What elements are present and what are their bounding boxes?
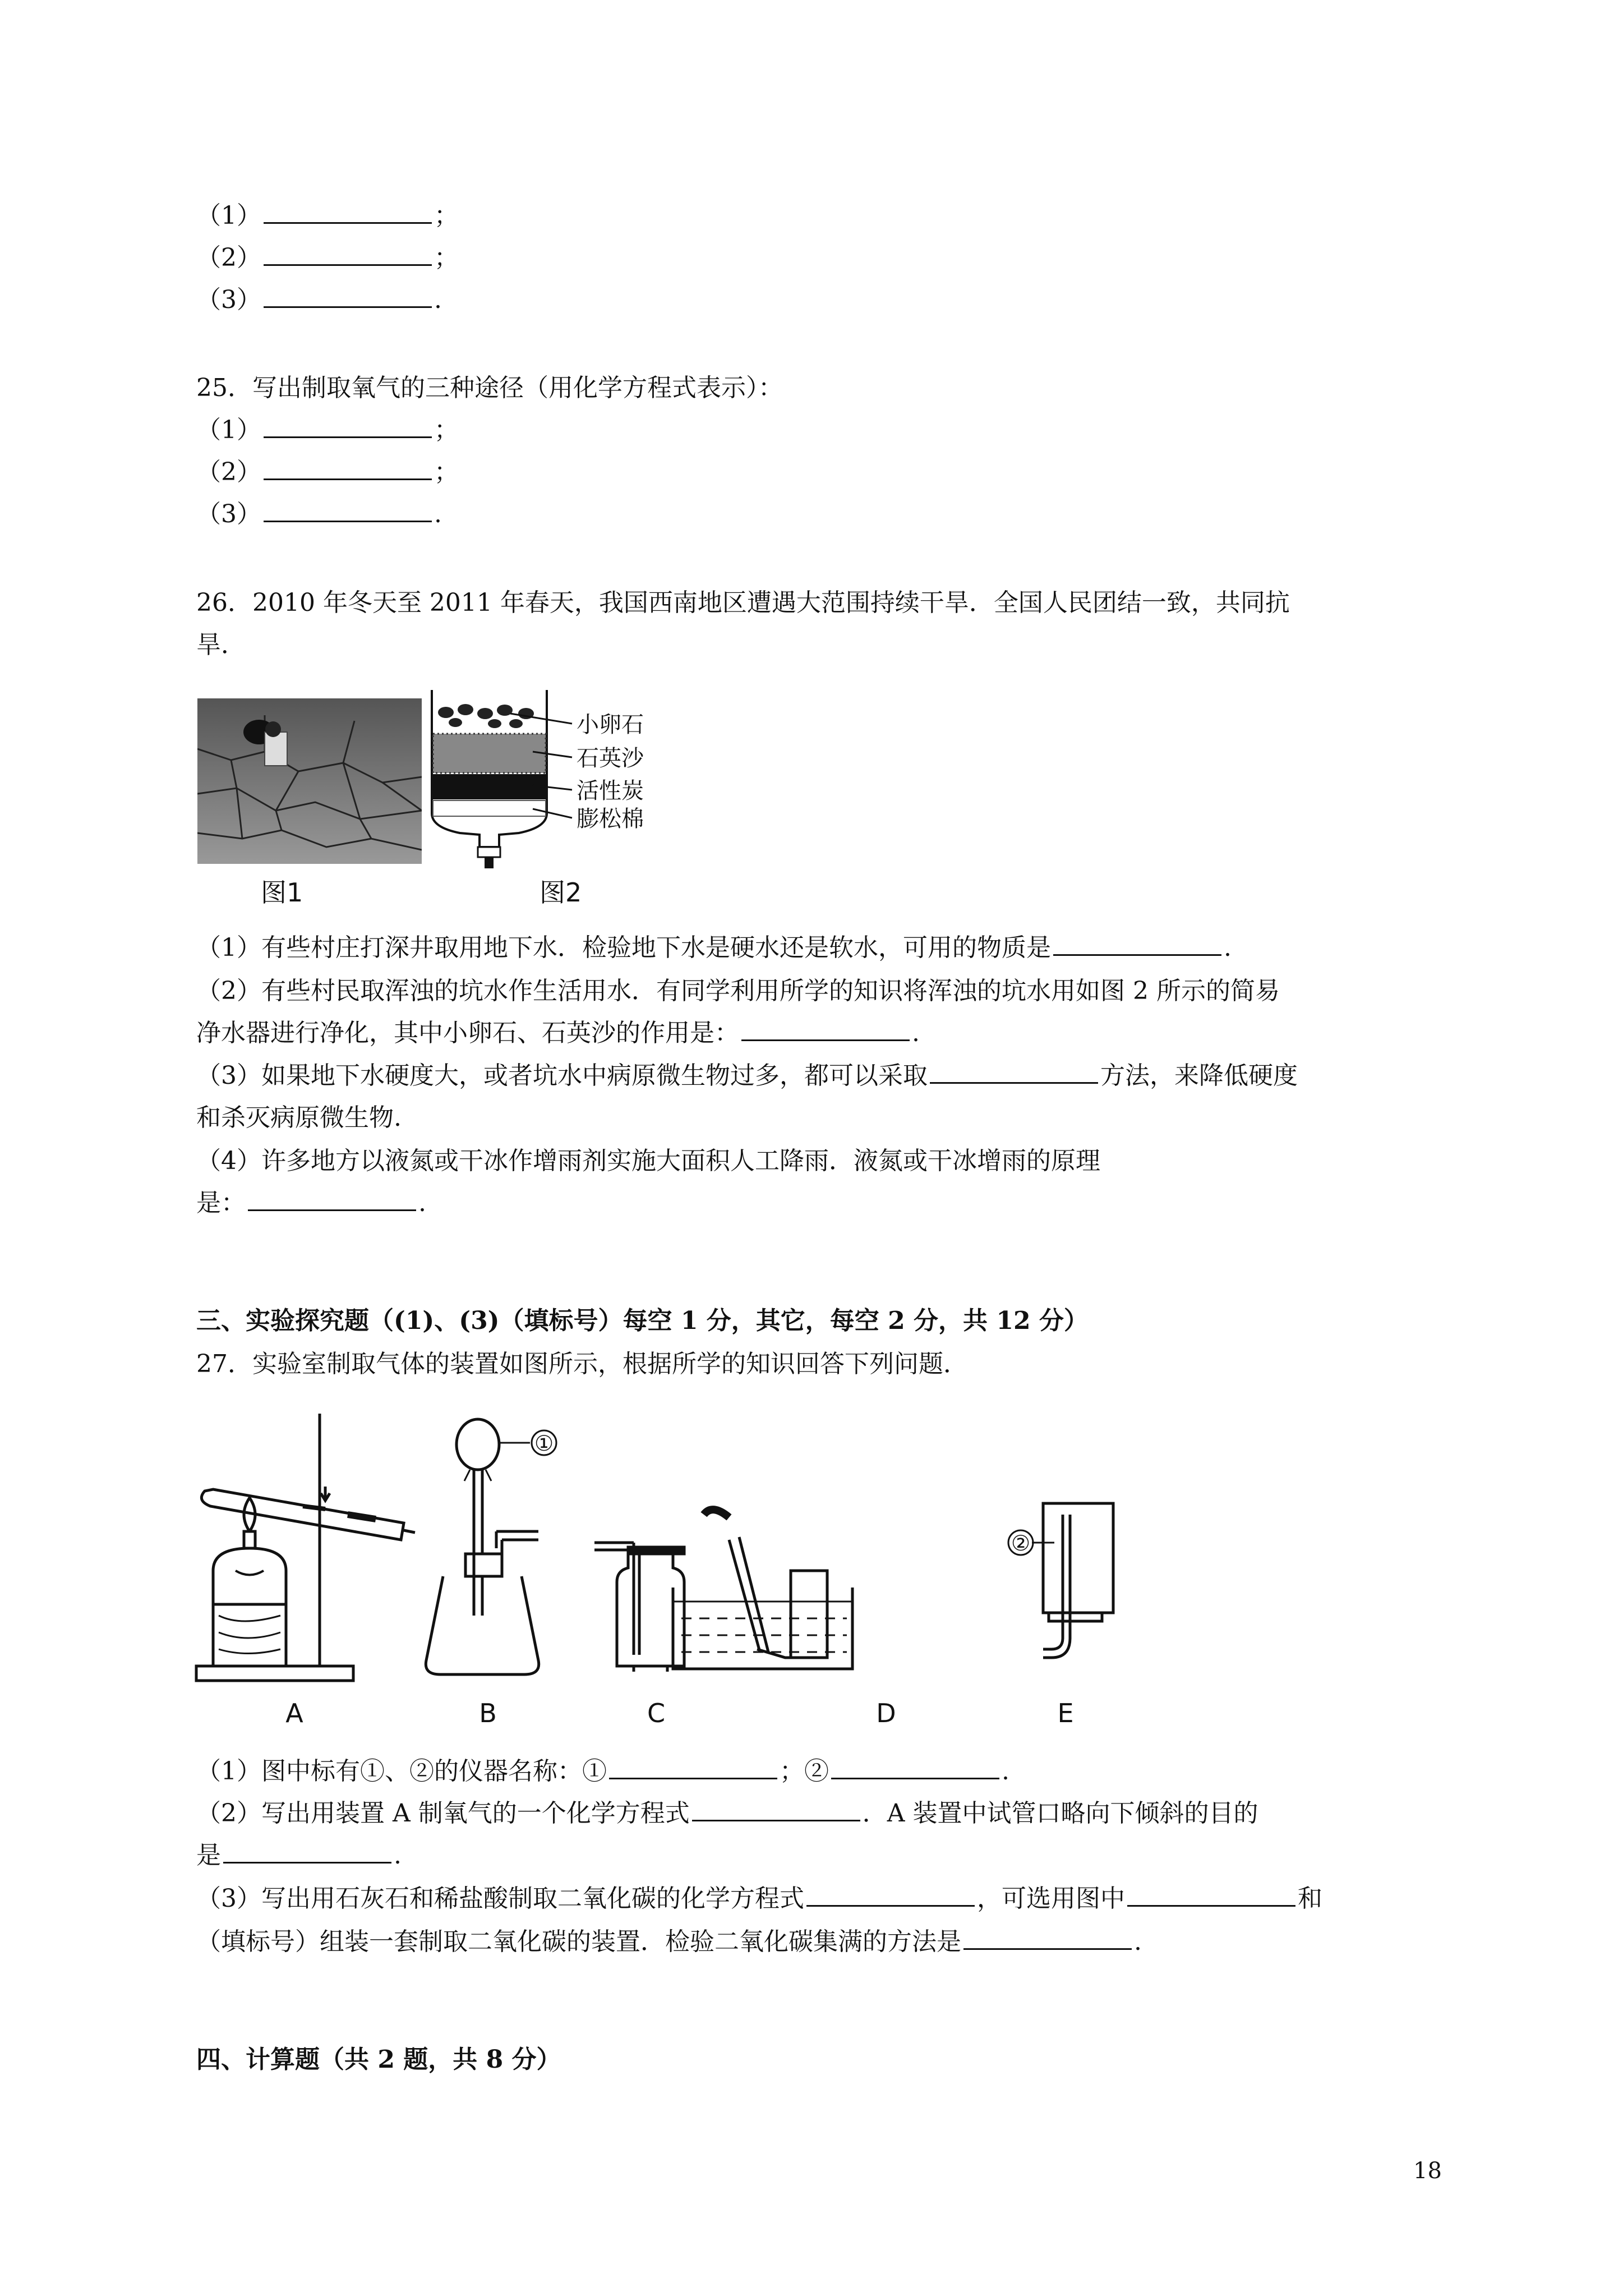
answer-blank[interactable] xyxy=(223,1839,391,1864)
answer-blank[interactable] xyxy=(248,1187,416,1211)
filter-layer-label: 膨松棉 xyxy=(577,806,644,832)
section-4-heading: 四、计算题（共 2 题，共 8 分） xyxy=(196,2045,561,2074)
fig1-caption: 图1 xyxy=(261,877,303,908)
q24-item-2: （2） ； xyxy=(196,241,459,275)
q27-stem: 27．实验室制取气体的装置如图所示，根据所学的知识回答下列问题． xyxy=(196,1350,968,1378)
q27-part2-line2: 是 . xyxy=(196,1839,402,1872)
answer-blank[interactable] xyxy=(264,200,432,224)
answer-blank[interactable] xyxy=(741,1017,910,1041)
q25-item-2: （2） ； xyxy=(196,455,459,489)
answer-blank[interactable] xyxy=(1127,1883,1295,1907)
apparatus-label-b: B xyxy=(479,1698,497,1728)
q26-part4-line1: （4）许多地方以液氮或干冰作增雨剂实施大面积人工降雨．液氮或干冰增雨的原理 xyxy=(196,1147,1100,1175)
apparatus-label-d: D xyxy=(876,1698,896,1728)
page-number: 18 xyxy=(1413,2158,1442,2184)
q25-item-1: （1） ； xyxy=(196,413,459,447)
answer-blank[interactable] xyxy=(264,242,432,266)
q26-part2-line2: 净水器进行净化，其中小卵石、石英沙的作用是： . xyxy=(196,1016,920,1050)
q27-part1: （1）图中标有①、②的仪器名称：① ；② . xyxy=(196,1755,1009,1788)
q26-stem-line2: 旱． xyxy=(196,631,246,659)
section-3-heading: 三、实验探究题（(1)、(3)（填标号）每空 1 分，其它，每空 2 分，共 12 分） xyxy=(196,1306,1089,1335)
answer-blank[interactable] xyxy=(264,456,432,480)
q25-stem: 25．写出制取氧气的三种途径（用化学方程式表示）： xyxy=(196,374,783,402)
apparatus-label-e: E xyxy=(1057,1698,1074,1728)
answer-blank[interactable] xyxy=(264,414,432,438)
filter-layer-label: 活性炭 xyxy=(577,778,644,804)
q26-part1: （1）有些村庄打深井取用地下水．检验地下水是硬水还是软水，可用的物质是 . xyxy=(196,931,1232,965)
answer-blank[interactable] xyxy=(963,1926,1132,1950)
drought-photo xyxy=(197,698,422,864)
q27-part3-line2: （填标号）组装一套制取二氧化碳的装置．检验二氧化碳集满的方法是 . xyxy=(196,1925,1142,1959)
gas-apparatus-diagram xyxy=(191,1402,1368,1739)
q27-part3-line1: （3）写出用石灰石和稀盐酸制取二氧化碳的化学方程式 ，可选用图中 和 xyxy=(196,1882,1322,1916)
q26-part3-line2: 和杀灭病原微生物. xyxy=(196,1103,402,1132)
answer-blank[interactable] xyxy=(831,1755,999,1779)
answer-blank[interactable] xyxy=(1053,932,1221,956)
q26-part2-line1: （2）有些村民取浑浊的坑水作生活用水．有同学利用所学的知识将浑浊的坑水用如图 2 所示的简易 xyxy=(196,977,1280,1005)
answer-blank[interactable] xyxy=(692,1797,860,1821)
q26-part4-line2: 是： . xyxy=(196,1186,426,1220)
apparatus-label-a: A xyxy=(285,1698,303,1728)
fig2-caption: 图2 xyxy=(540,877,582,908)
answer-blank[interactable] xyxy=(609,1755,777,1779)
mark-2: ② xyxy=(1011,1531,1031,1556)
q27-part2-line1: （2）写出用装置 A 制氧气的一个化学方程式 ．A 装置中试管口略向下倾斜的目的 xyxy=(196,1797,1258,1830)
q26-stem-line1: 26．2010 年冬天至 2011 年春天，我国西南地区遭遇大范围持续干旱．全国人民团结一致，共同抗 xyxy=(196,588,1290,617)
filter-layer-label: 小卵石 xyxy=(577,712,644,738)
water-filter-diagram xyxy=(426,690,684,875)
apparatus-label-c: C xyxy=(647,1698,666,1728)
q26-part3-line1: （3）如果地下水硬度大，或者坑水中病原微生物过多，都可以采取 方法，来降低硬度 xyxy=(196,1059,1298,1093)
answer-blank[interactable] xyxy=(264,498,432,522)
q25-item-3: （3） . xyxy=(196,498,442,531)
answer-blank[interactable] xyxy=(930,1060,1098,1084)
mark-1: ① xyxy=(534,1431,554,1456)
answer-blank[interactable] xyxy=(264,284,432,308)
q24-item-3: （3） . xyxy=(196,283,442,317)
answer-blank[interactable] xyxy=(806,1883,975,1907)
q24-item-1: （1） ； xyxy=(196,199,459,233)
filter-layer-label: 石英沙 xyxy=(577,746,644,771)
